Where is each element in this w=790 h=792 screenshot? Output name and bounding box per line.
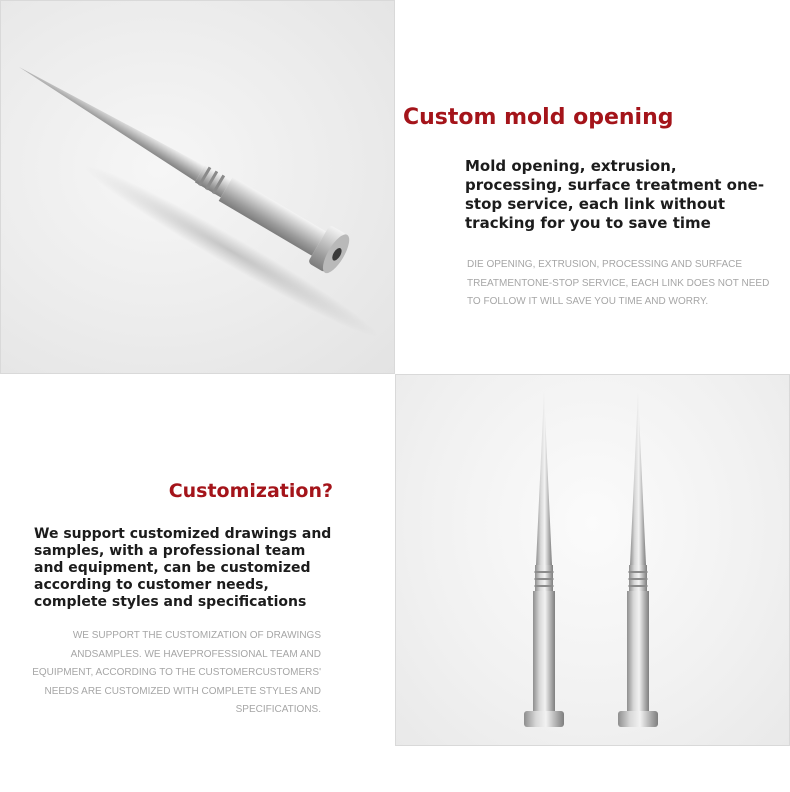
section-lead-custom-mold: Mold opening, extrusion, processing, surface treatment one-stop service, each link without tracking for you to save time xyxy=(465,157,765,232)
pin-left xyxy=(524,392,564,727)
product-photo-two-pins xyxy=(395,374,790,746)
section-title-customization: Customization? xyxy=(168,480,333,502)
section-lead-customization: We support customized drawings and samples, with a professional team and equipment, can be customized according to customer needs, complete styles and specifications xyxy=(34,526,332,610)
section-title-custom-mold: Custom mold opening xyxy=(403,105,674,130)
product-photo-diagonal-pin xyxy=(0,0,395,374)
pin-right xyxy=(618,392,658,727)
section-subtext-customization: WE SUPPORT THE CUSTOMIZATION OF DRAWINGS ANDSAMPLES. WE HAVEPROFESSIONAL TEAM AND EQUIPMENT, ACCORDING TO THE CUSTOMERCUSTOMERS' NEEDS ARE CUSTOMIZED WITH COMPLETE STYLES AND SPECIFICATIONS. xyxy=(32,630,321,715)
section-subtext-custom-mold: DIE OPENING, EXTRUSION, PROCESSING AND SURFACE TREATMENTONE-STOP SERVICE, EACH LINK DOES NOT NEED TO FOLLOW IT WILL SAVE YOU TIME AND WORRY. xyxy=(467,259,770,307)
tapered-pin-image xyxy=(1,1,395,374)
two-pins-image xyxy=(396,375,790,746)
